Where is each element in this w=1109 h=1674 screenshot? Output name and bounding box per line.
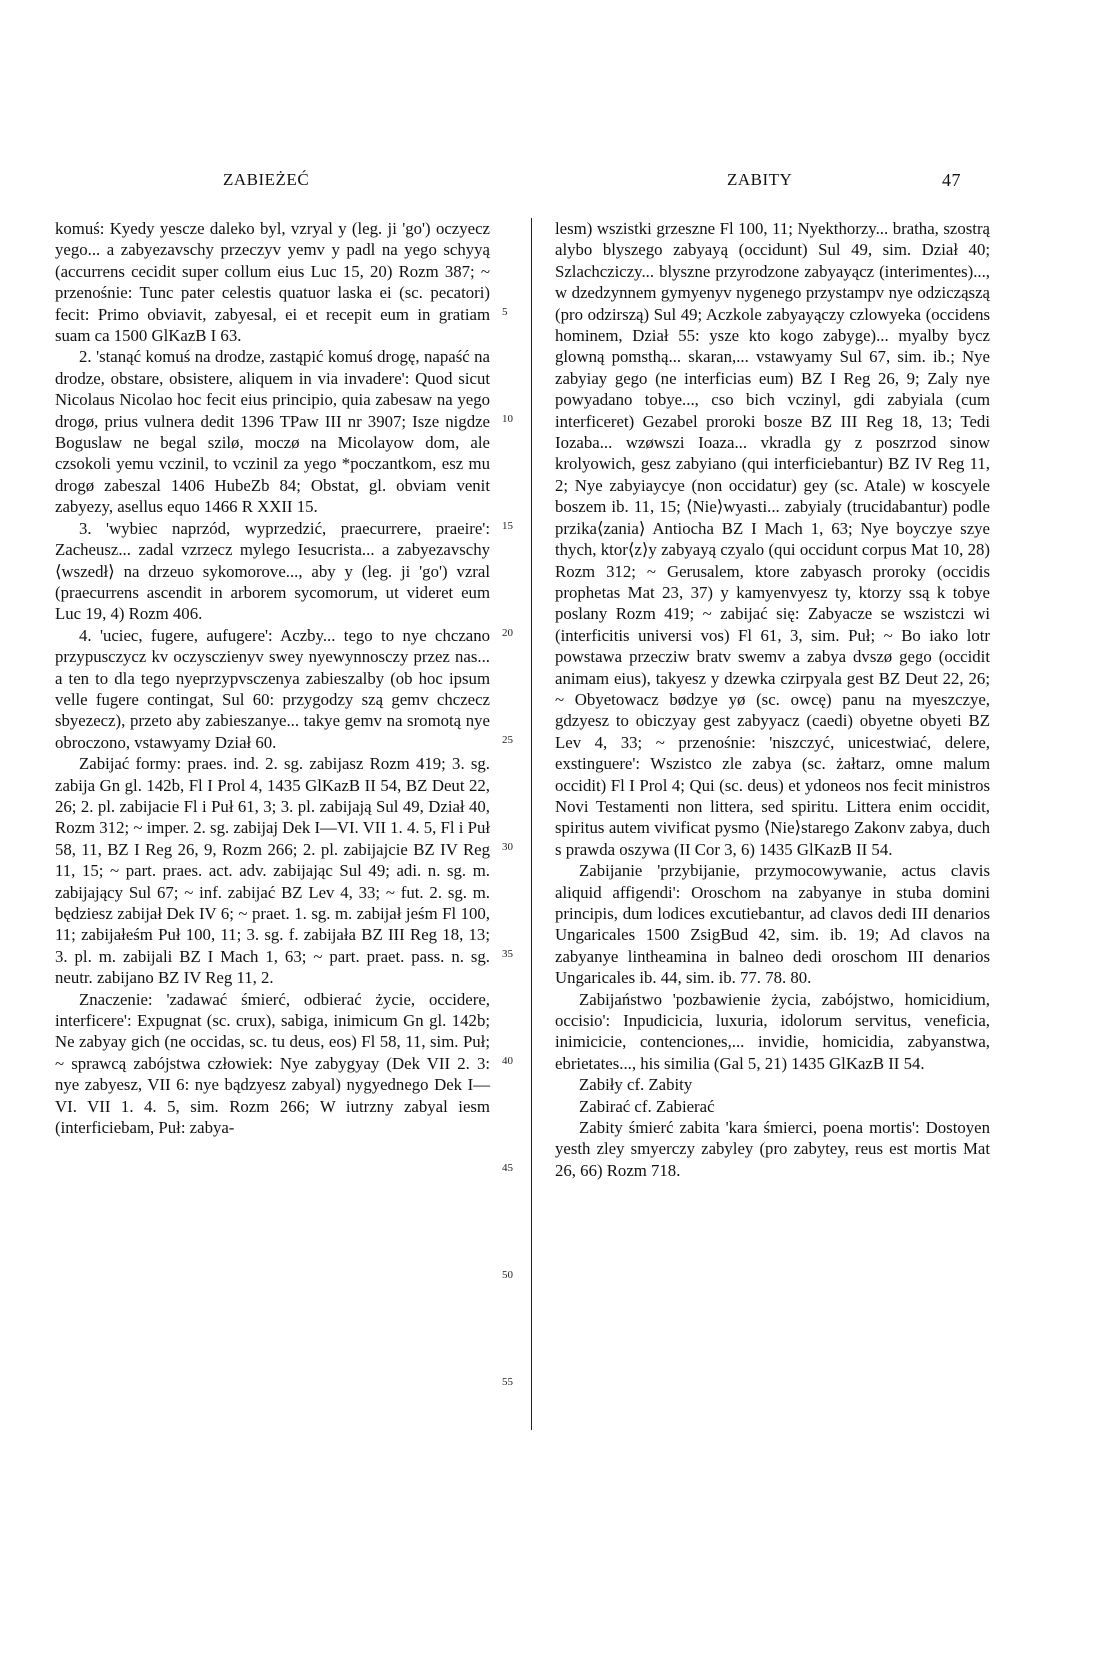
entry-paragraph: Znaczenie: 'zadawać śmierć, odbierać życie, occidere, interficere': Expugnat (sc. crux), sabiga, inimicum Gn gl. 142b; Ne zabyay gich (ne occidas, sc. tu deus, eos) Fl 58, 11, sim. Puł; ~ sprawcą zabójstwa człowiek: Nye zabygyay (Dek VII 2. 3: nye zabyesz, VII 6: nye bądzyesz zabyal) nygyednego Dek I—VI. VII 1. 4. 5, sim. Rozm 266; W iutrzny zabyal iesm (interficiebam, Puł: zabya- (55, 989, 490, 1138)
entry-paragraph: Zabirać cf. Zabierać (579, 1096, 715, 1116)
line-number: 45 (502, 1162, 513, 1174)
entry-paragraph: 2. 'stanąć komuś na drodze, zastąpić komuś drogę, napaść na drodze, obstare, obsistere, aliquem in via invadere': Quod sicut Nicolaus Nicolao hoc fecit eius principio, quia zabesaw na yego drogø, prius vulnera dedit 1396 TPaw III nr 3907; Isze nigdze Boguslaw ne begal szilø, moczø na Micolayow dom, ale czsokoli yemu vczinil, to vczinil za yego *poczantkom, esz mu drogø zabeszal 1406 HubeZb 84; Obstat, gl. obviam venit zabyezy, asellus equo 1466 R XXII 15. (55, 347, 490, 517)
left-column (55, 218, 490, 1138)
entry-paragraph: Zabijaństwo 'pozbawienie życia, zabójstwo, homicidium, occisio': Inpudicicia, luxuria, idolorum servitus, veneficia, inimicicie, contenciones,... invidie, homicidia, zabyanstwa, ebrietates..., his similia (Gal 5, 21) 1435 GlKazB II 54. (555, 989, 990, 1073)
line-number: 5 (502, 306, 508, 318)
line-number: 10 (502, 413, 513, 425)
line-number: 40 (502, 1055, 513, 1067)
entry-paragraph: Zabijanie 'przybijanie, przymocowywanie, actus clavis aliquid affigendi': Oroschom na zabyanye in stuba domini principis, dum lodices excutiebantur, ad clavos dedi III denarios Ungaricales 1500 ZsigBud 42, sim. ib. 19; Ad clavos na zabyanye lintheamina in balneo dedi oroschom III denarios Ungaricales ib. 44, sim. ib. 77. 78. 80. (555, 861, 990, 988)
entry-paragraph: Zabijać formy: praes. ind. 2. sg. zabijasz Rozm 419; 3. sg. zabija Gn gl. 142b, Fl I Prol 4, 1435 GlKazB II 54, BZ Deut 22, 26; 2. pl. zabijacie Fl i Puł 61, 3; 3. pl. zabijają Sul 49, Dział 40, Rozm 312; ~ imper. 2. sg. zabijaj Dek I—VI. VII 1. 4. 5, Fl i Puł 58, 11, BZ I Reg 26, 9, Rozm 266; 2. pl. zabijajcie BZ IV Reg 11, 15; ~ part. praes. act. adv. zabijając Sul 49; adi. n. sg. m. zabijający Sul 67; ~ inf. zabijać BZ Lev 4, 33; ~ fut. 2. sg. m. będziesz zabijał Dek IV 6; ~ praet. 1. sg. m. zabijał jeśm Fl 100, 11; zabijałeśm Puł 100, 11; 3. sg. f. zabijała BZ III Reg 18, 13; 3. pl. m. zabijali BZ I Mach 1, 63; ~ part. praet. pass. n. sg. neutr. zabijano BZ IV Reg 11, 2. (55, 754, 490, 988)
line-number: 20 (502, 627, 513, 639)
entry-paragraph: Zabity śmierć zabita 'kara śmierci, poena mortis': Dostoyen yesth zley smyerczy zabyley (pro zabytey, reus est mortis Mat 26, 66) Rozm 718. (555, 1118, 990, 1180)
line-number: 30 (502, 841, 513, 853)
line-number: 25 (502, 734, 513, 746)
running-head-left: ZABIEŻEĆ (223, 170, 310, 189)
column-rule (531, 218, 532, 1430)
line-number: 50 (502, 1269, 513, 1281)
entry-paragraph: Zabiły cf. Zabity (579, 1075, 693, 1095)
entry-paragraph: 4. 'uciec, fugere, aufugere': Aczby... tego to nye chczano przypusczycz kv oczysczienyv swey nyewynnosczy przez nas... a ten to dla tego nyeprzypvsczenya zabieszalby (ob hoc ipsum velle fugere contingat, Sul 60: przygodzy szą gemv chczecz sbyezecz), przeto aby zabieszanye... takye gemv na sromotą nye obroczono, vstawyamy Dział 60. (55, 625, 490, 752)
entry-paragraph: lesm) wszistki grzeszne Fl 100, 11; Nyekthorzy... bratha, szostrą alybo blyszego zabyayą (occidunt) Sul 49, sim. Dział 40; Szlachcziczy... blyszne przyrodzone zabyayącz (interimentes)..., w dzedzynnem gymyenyv nygenego przystampv nye odzicząszą (pro odzirszą) Sul 49; Aczkole zabyayączy czlowyeka (occidens hominem, Dział 55: ysze kto kogo zabyge)... myalby bycz glowną pomsthą... skaran,... vstawyamy Sul 67, sim. ib.; Nye zabyiay gego (ne interficias eum) BZ I Reg 26, 9; Zaly nye powyadano tobye..., cso bich vczinyl, gdi zabyiala (cum interficeret) Gezabel proroki bosze BZ III Reg 18, 13; Tedi Iozaba... wzøwszi Ioaza... vkradla gy z poszrzod sinow krolyowich, gesz zabyiano (qui interficiebantur) BZ IV Reg 11, 2; Nye zabyiaycye (non occidatur) gey (sc. Atale) w koscyele boszem ib. 11, 15; ⟨Nie⟩wyasti... zabyialy (trucidabantur) podle przika⟨zania⟩ Antiocha BZ I Mach 1, 63; Nye boyczye szye thych, ktor⟨z⟩y zabyayą czyalo (qui occidunt corpus Mat 10, 28) Rozm 312; ~ Gerusalem, ktore zabyasch proroky (occidis prophetas Mat 23, 37) y kamyenvyesz ty, ktorzy ssą k tobye poslany Rozm 419; ~ zabijać się: Zabyacze se wszistczi wi (interficitis universi vos) Fl 61, 3, sim. Puł; ~ Bo iako lotr powstawa przecziw bratv swemv a zabya dvszø gego (occidit animam eius), takyesz y dzewka czirpyala gest BZ Deut 22, 26; ~ Obyetowacz bødzye yø (sc. owcę) panu na myeszczye, gdzyesz to obiczyay gest zabyyacz (caedi) obyetne obyeti BZ Lev 4, 33; ~ przenośnie: 'niszczyć, unicestwiać, delere, exstinguere': Wszistco zle zabya (sc. żałtarz, omne malum occidit) Fl I Prol 4; Qui (sc. deus) et ydoneos nos fecit ministros Novi Testamenti non littera, sed spiritu. Littera enim occidit, spiritus autem vivificat pysmo ⟨Nie⟩starego Zakonv zabya, duch s prawda oszywa (II Cor 3, 6) 1435 GlKazB II 54. (555, 219, 990, 859)
page-number: 47 (942, 170, 961, 190)
line-number: 35 (502, 948, 513, 960)
entry-paragraph: 3. 'wybiec naprzód, wyprzedzić, praecurrere, praeire': Zacheusz... zadal vzrzecz mylego Iesucrista... a zabyezavschy ⟨wszedł⟩ na drzeuo sykomorove..., aby y (leg. ji 'go') vzral (praecurrens ascendit in arborem sycomorum, ut videret eum Luc 19, 4) Rozm 406. (55, 518, 490, 624)
entry-paragraph: komuś: Kyedy yescze daleko byl, vzryal y (leg. ji 'go') oczyecz yego... a zabyezavschy przeczyv yemv y padl na yego schyyą (accurrens cecidit super collum eius Luc 15, 20) Rozm 387; ~ przenośnie: Tunc pater celestis quatuor laska ei (sc. pecatori) fecit: Primo obviavit, zabyesal, ei et recepit eum in gratiam suam ca 1500 GlKazB I 63. (55, 219, 490, 346)
right-column (555, 218, 990, 1181)
line-number: 15 (502, 520, 513, 532)
line-number: 55 (502, 1376, 513, 1388)
running-head-right: ZABITY (727, 170, 793, 189)
